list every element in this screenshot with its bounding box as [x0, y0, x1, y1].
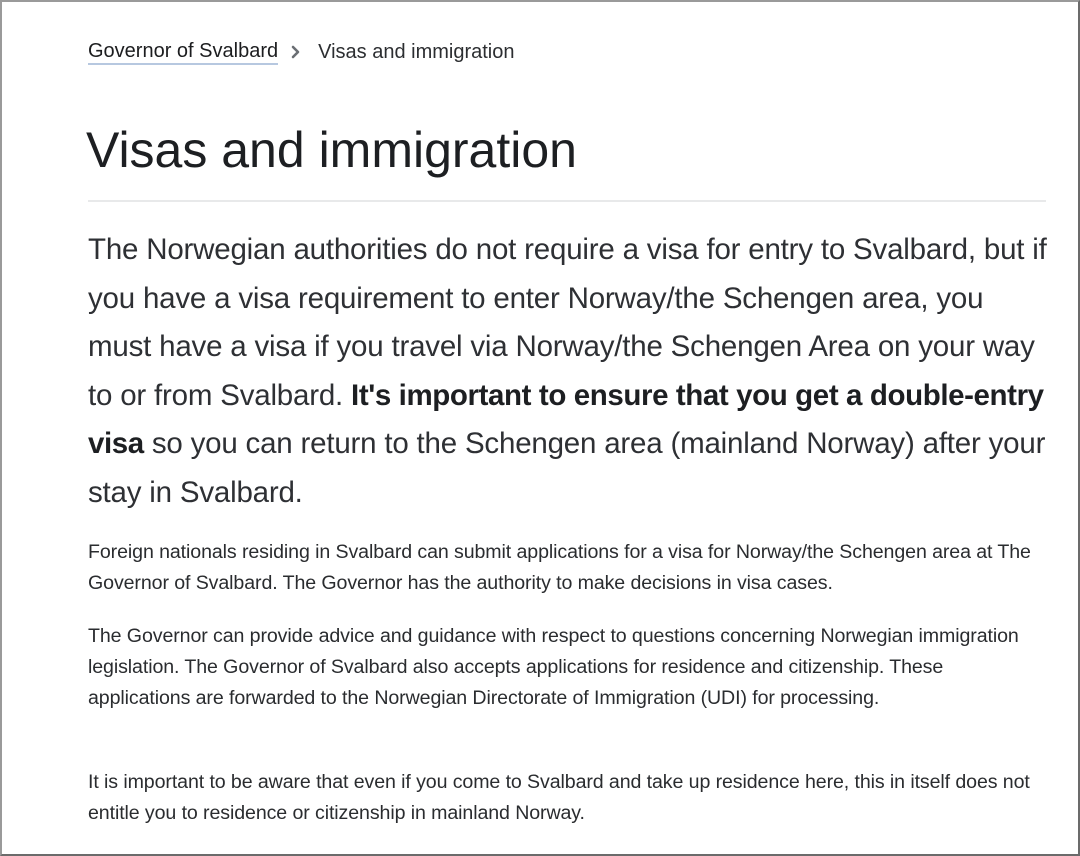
- body-paragraph: Foreign nationals residing in Svalbard can submit applications for a visa for Norway/the Schengen area at The Governor of Svalbard. The Governor has the authority to make decisions in visa cases.: [88, 541, 1031, 595]
- title-divider: [88, 200, 1046, 202]
- body-paragraph: It is important to be aware that even if you come to Svalbard and take up residence here, this in itself does not entitle you to residence or citizenship in mainland Norway.: [88, 771, 1030, 825]
- page-title: Visas and immigration: [86, 122, 577, 178]
- chevron-right-icon: [284, 45, 308, 59]
- breadcrumb: [88, 39, 515, 65]
- lead-emphasis: It's important to ensure that you get a double-entry visa: [88, 378, 1044, 461]
- breadcrumb-current: Visas and immigration: [318, 41, 515, 63]
- lead-text-end: so you can return to the Schengen area (mainland Norway) after your stay in Svalbard.: [88, 427, 1046, 509]
- breadcrumb-link-governor-of-svalbard[interactable]: Governor of Svalbard: [88, 39, 278, 65]
- lead-paragraph: [88, 226, 1048, 518]
- lead-text: The Norwegian authorities do not require a visa for entry to Svalbard, but if you have a visa requirement to enter Norway/the Schengen area, you must have a visa if you travel via Norway/the Schengen Area on your way to or from Svalbard.: [88, 233, 1047, 412]
- body-paragraph: The Governor can provide advice and guidance with respect to questions concerning Norwegian immigration legislation. The Governor of Svalbard also accepts applications for residence and citizenship. These applications are forwarded to the Norwegian Directorate of Immigration (UDI) for processing.: [88, 625, 1019, 710]
